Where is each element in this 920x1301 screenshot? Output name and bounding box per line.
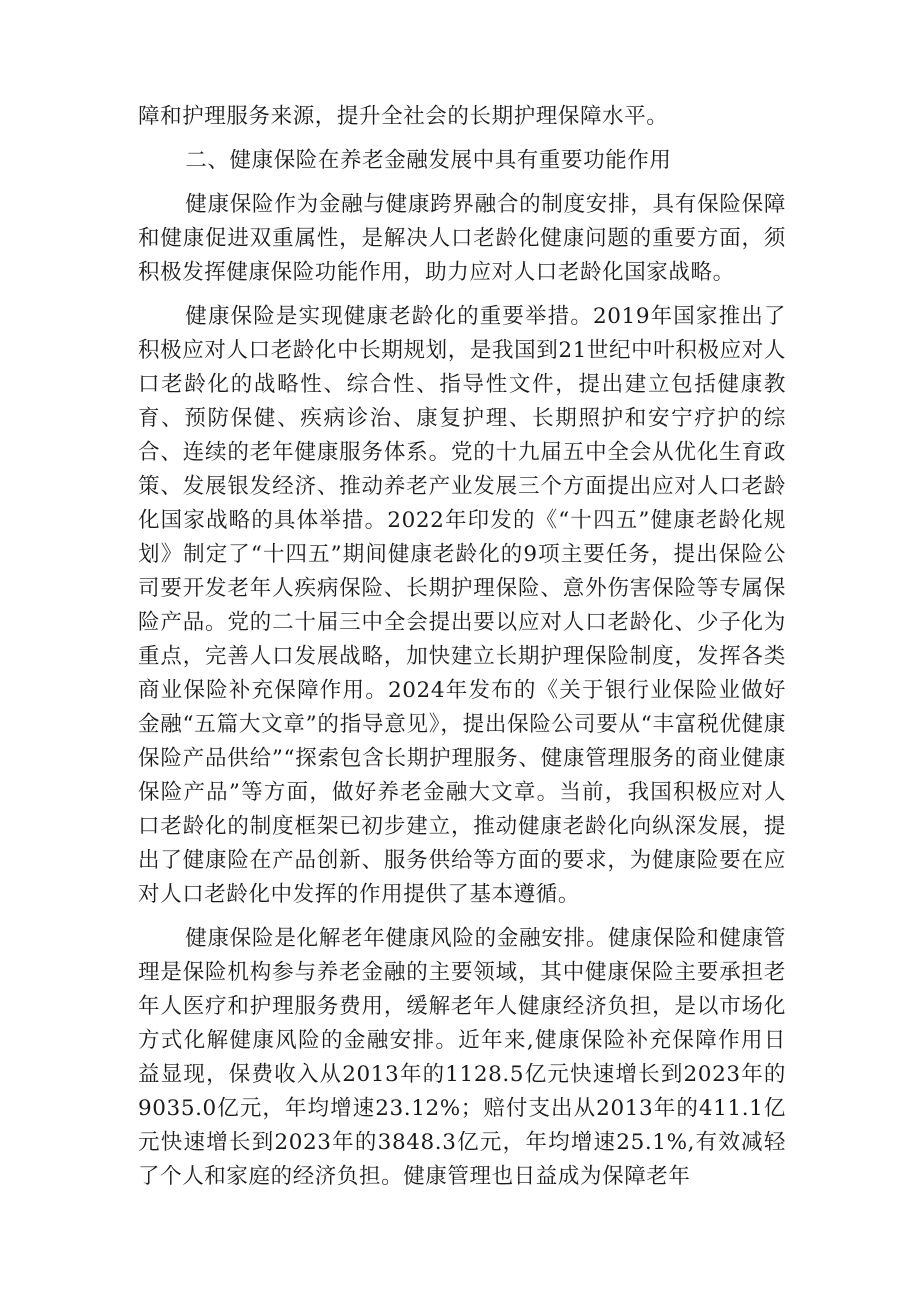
document-body (138, 100, 786, 1204)
paragraph-financial-arrangement: 健康保险是化解老年健康风险的金融安排。健康保险和健康管理是保险机构参与养老金融的主要领域，其中健康保险主要承担老年人医疗和护理服务费用，缓解老年人健康经济负担，是以市场化方式化解健康风险的金融安排。近年来,健康保险补充保障作用日益显现，保费收入从2013年的1128.5亿元快速增长到2023年的9035.0亿元，年均增速23.12%；赔付支出从2013年的411.1亿元快速增长到2023年的3848.3亿元，年均增速25.1%,有效减轻了个人和家庭的经济负担。健康管理也日益成为保障老年 (138, 926, 786, 1189)
paragraph-healthy-aging: 健康保险是实现健康老龄化的重要举措。2019年国家推出了积极应对人口老龄化中长期规划，是我国到21世纪中叶积极应对人口老龄化的战略性、综合性、指导性文件，提出建立包括健康教育、预防保健、疾病诊治、康复护理、长期照护和安宁疗护的综合、连续的老年健康服务体系。党的十九届五中全会从优化生育政策、发展银发经济、推动养老产业发展三个方面提出应对人口老龄化国家战略的具体举措。2022年印发的《“十四五”健康老龄化规划》制定了“十四五”期间健康老龄化的9项主要任务，提出保险公司要开发老年人疾病保险、长期护理保险、意外伤害保险等专属保险产品。党的二十届三中全会提出要以应对人口老龄化、少子化为重点，完善人口发展战略，加快建立长期护理保险制度，发挥各类商业保险补充保障作用。2024年发布的《关于银行业保险业做好金融“五篇大文章”的指导意见》，提出保险公司要从“丰富税优健康保险产品供给”“探索包含长期护理服务、健康管理服务的商业健康保险产品”等方面，做好养老金融大文章。当前，我国积极应对人口老龄化的制度框架已初步建立，推动健康老龄化向纵深发展，提出了健康险在产品创新、服务供给等方面的要求，为健康险要在应对人口老龄化中发挥的作用提供了基本遵循。 (138, 304, 786, 907)
section-heading: 二、健康保险在养老金融发展中具有重要功能作用 (185, 148, 672, 173)
paragraph-intro: 健康保险作为金融与健康跨界融合的制度安排，具有保险保障和健康促进双重属性，是解决人口老龄化健康问题的重要方面，须积极发挥健康保险功能作用，助力应对人口老龄化国家战略。 (138, 192, 786, 285)
continuation-text: 障和护理服务来源，提升全社会的长期护理保障水平。 (138, 104, 669, 129)
